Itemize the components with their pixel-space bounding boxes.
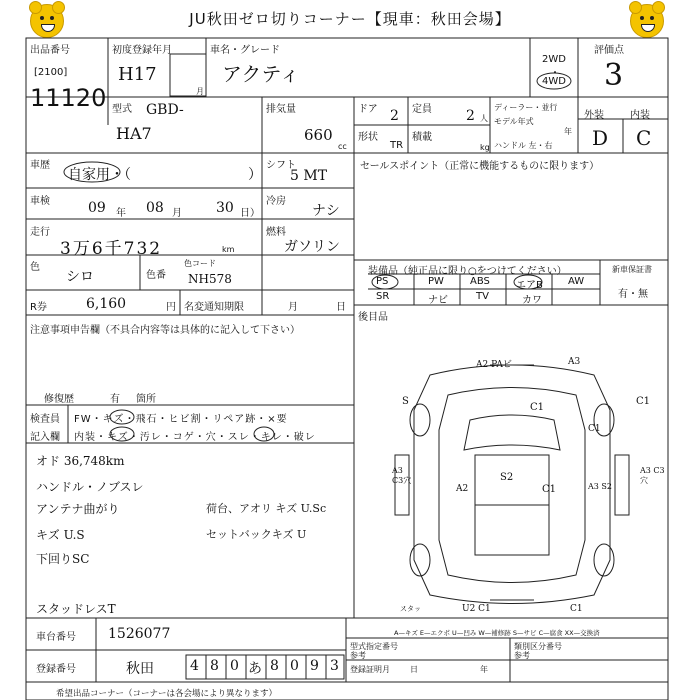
ext-grade: D (592, 126, 609, 150)
displacement-unit: cc (338, 142, 347, 151)
ext-label: 外装 (584, 110, 604, 121)
footer-cell-7: 年 (480, 665, 488, 674)
notice-day: 日 (336, 302, 346, 313)
hw-note-5: 下回りSC (36, 552, 90, 566)
equipment-label: 装備品（純正品に限り○をつけてください） (368, 266, 567, 277)
history-value: 自家用・（ (68, 167, 131, 183)
reg-digit-5: 8 (270, 658, 279, 674)
inspection-label: 車検 (30, 196, 50, 207)
dealer-year-unit: 年 (564, 127, 572, 136)
rating-label: 評価点 (594, 45, 624, 56)
load-label: 積載 (412, 132, 432, 143)
inspection-year-unit: 年 (116, 208, 126, 219)
new-car-cert-label: 新車保証書 (612, 265, 652, 274)
repair-label: 修復歴 (44, 394, 74, 405)
shift-value: 5 MT (290, 168, 328, 184)
mark-a3-right-outer: A3 C3穴 (640, 466, 665, 485)
mark-under: スタッ (400, 605, 421, 613)
displacement-value: 660 (304, 126, 333, 144)
mark-a3-left: A3 C3穴 (392, 466, 412, 485)
chassis-value: 1526077 (108, 626, 171, 642)
damage-legend: A—キズ E—エクボ U—凹み W—補修跡 S—サビ C—腐食 XX—交換済 (394, 629, 600, 637)
hw-note-2: ハンドル・ノブスレ (36, 480, 144, 494)
int-grade: C (636, 126, 652, 150)
first-reg-label: 初度登録年月 (112, 45, 172, 56)
equip-aw: AW (568, 276, 585, 287)
page-title: JU秋田ゼロ切りコーナー【現車：秋田会場】 (189, 10, 511, 28)
model-prefix: GBD- (146, 102, 184, 118)
load-unit: kg (480, 143, 490, 152)
inspection-month-unit: 月 (172, 208, 182, 219)
mileage-unit: km (222, 245, 235, 254)
dealer-handle: ハンドル 左・右 (494, 141, 553, 150)
color-value: シロ (66, 269, 94, 285)
mark-c1-bottom: C1 (570, 604, 583, 614)
footer-cell-6: 日 (410, 665, 418, 674)
color-code-label: 色コード (184, 259, 216, 268)
equip-abs: ABS (470, 276, 490, 287)
reg-digit-7: 9 (310, 658, 319, 674)
displacement-label: 排気量 (266, 104, 296, 115)
first-reg-month-unit: 月 (196, 87, 204, 96)
hw-note-3: アンテナ曲がり (36, 502, 120, 516)
shape-value: TR (390, 140, 404, 151)
checker-row1: FW・キズ・飛石・ヒビ割・リペア跡・×要 (74, 414, 288, 425)
hw-note-4: キズ U.S (36, 528, 85, 542)
lot-number: 11120 (30, 84, 107, 112)
hw-note-1: オド 36,748km (36, 454, 125, 468)
cooler-value: ナシ (312, 203, 340, 219)
inspection-year: 09 (88, 200, 106, 216)
registration-label: 登録番号 (36, 664, 76, 675)
capacity-unit: 人 (480, 114, 488, 123)
equip-ps: PS (376, 276, 389, 287)
notice-month: 月 (288, 302, 298, 313)
hw-note-right-1: 荷台、アオリ キズ U.Sc (206, 502, 327, 515)
drive-4wd: 4WD (542, 76, 566, 87)
model-label: 型式 (112, 104, 132, 115)
model-value: HA7 (116, 124, 152, 143)
chassis-label: 車台番号 (36, 632, 76, 643)
capacity-label: 定員 (412, 104, 432, 115)
checker-row2: 内装・キズ・汚レ・コゲ・穴・スレ・キレ・破レ (74, 432, 316, 443)
rear-seat-label: 後目品 (358, 312, 388, 323)
mark-ap: A2 PAビ (476, 360, 512, 370)
notice-label: 名変通知期限 (184, 302, 244, 313)
reg-digit-1: 4 (190, 658, 199, 674)
mark-c1-b: C1 (636, 396, 651, 407)
notes-label: 注意事項申告欄（不具合内容等は具体的に記入して下さい） (30, 325, 300, 336)
fuel-value: ガソリン (284, 239, 340, 255)
car-name-value: アクティ (222, 62, 300, 86)
checker-entry: 記入欄 (30, 432, 60, 443)
rating-value: 3 (604, 58, 624, 93)
lot-label: 出品番号 (30, 45, 70, 56)
mark-c1-c: C1 (588, 424, 601, 434)
mark-u2c1: U2 C1 (462, 604, 491, 614)
mark-c1-a: C1 (530, 402, 545, 413)
car-name-label: 車名・グレード (210, 45, 280, 56)
mark-a3-top: A3 (568, 357, 581, 367)
history-label: 車歴 (30, 160, 50, 171)
footer-cell-1: 型式指定番号 (350, 642, 398, 651)
equip-airbag: エアB (516, 280, 543, 291)
doors-value: 2 (390, 108, 399, 124)
footer-cell-5: 登録証明月 (350, 665, 390, 674)
reg-digit-3: 0 (230, 658, 239, 674)
capacity-value: 2 (466, 108, 475, 124)
recycle-value: 6,160 (86, 296, 127, 312)
footer-cell-4: 参考 (514, 651, 530, 660)
reg-digit-6: 0 (290, 658, 299, 674)
equip-tv: TV (476, 291, 489, 302)
mark-s2: S2 (500, 472, 514, 483)
equip-sr: SR (376, 291, 390, 302)
int-label: 内装 (630, 110, 650, 121)
mileage-value: 3万6千732 (60, 239, 163, 259)
inspection-day-unit: 日） (240, 208, 260, 219)
footer-cell-2: 類別区分番号 (514, 642, 562, 651)
hw-note-right-2: セットバックキズ U (206, 528, 307, 541)
equip-pw: PW (428, 276, 444, 287)
inspection-month: 08 (146, 200, 164, 216)
fuel-label: 燃料 (266, 227, 286, 238)
drive-2wd: 2WD (542, 54, 566, 65)
doors-label: ドア (358, 104, 378, 115)
lot-sub: [2100] (34, 67, 68, 78)
reg-digit-2: 8 (210, 658, 219, 674)
footer-cell-3: 参考 (350, 651, 366, 660)
mileage-label: 走行 (30, 227, 50, 238)
mark-s: S (402, 396, 409, 407)
mark-c1-m: C1 (542, 484, 557, 495)
inspection-day: 30 (216, 200, 234, 216)
color-no-label: 色番 (146, 270, 166, 281)
recycle-label: R券 (30, 302, 47, 313)
dealer-model-label: モデル年式 (494, 117, 534, 126)
mark-a3-right: A3 S2 (588, 482, 612, 491)
shape-label: 形状 (358, 132, 378, 143)
hw-note-6: スタッドレスT (36, 602, 116, 616)
shift-label: シフト (266, 160, 296, 171)
color-code: NH578 (188, 272, 232, 286)
repair-spot: 箇所 (136, 394, 156, 405)
history-close: ） (248, 167, 262, 183)
cooler-label: 冷房 (266, 196, 286, 207)
reg-digit-4: あ (248, 661, 262, 677)
dealer-label: ディーラー・並行 (494, 103, 558, 112)
first-reg-year: H17 (118, 64, 157, 85)
mark-a2-left: A2 (456, 484, 469, 494)
bottom-corner-label: 希望出品コーナー（コーナーは各会場により異なります） (56, 689, 278, 699)
repair-value: 有 (110, 394, 120, 405)
registration-place: 秋田 (126, 661, 154, 677)
sales-points-label: セールスポイント（正常に機能するものに限ります） (360, 161, 600, 172)
equip-leather: カワ (522, 295, 542, 306)
new-car-cert-value: 有・無 (618, 289, 648, 300)
drive-dot: ・ (550, 68, 560, 79)
recycle-unit: 円 (166, 302, 176, 313)
reg-digit-8: 3 (330, 658, 339, 674)
checker-label: 検査員 (30, 414, 60, 425)
color-label: 色 (30, 262, 40, 273)
equip-navi: ナビ (428, 295, 448, 306)
